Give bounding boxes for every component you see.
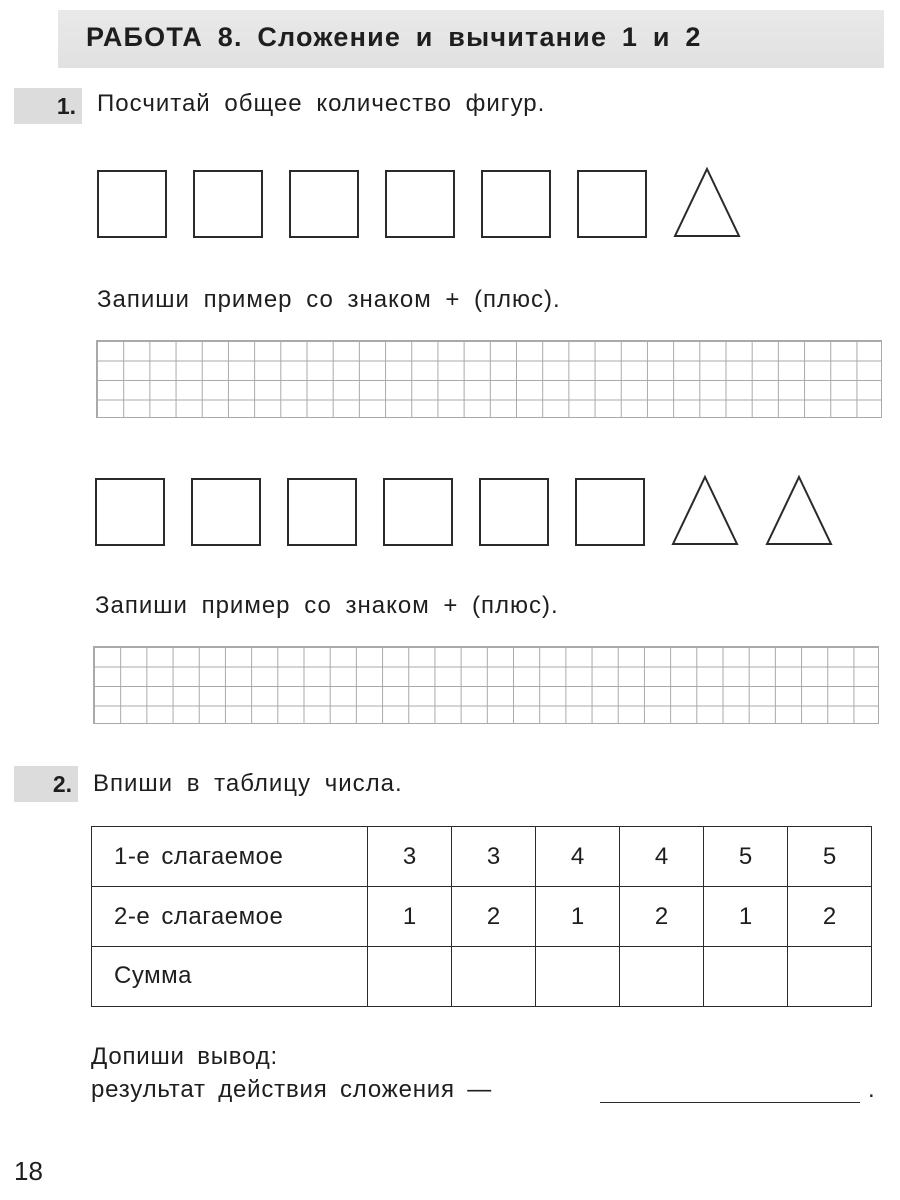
conclusion-heading: Допиши вывод: <box>91 1043 278 1070</box>
table-cell: 2 <box>452 887 536 947</box>
square-figure <box>95 478 165 546</box>
conclusion-text: результат действия сложения — <box>91 1076 493 1103</box>
square-figure <box>193 170 263 238</box>
square-figure <box>577 170 647 238</box>
triangle-figure <box>671 474 739 546</box>
sum-answer-cell[interactable] <box>620 947 704 1007</box>
sum-answer-cell[interactable] <box>536 947 620 1007</box>
sum-answer-cell[interactable] <box>788 947 872 1007</box>
page-title: РАБОТА 8. Сложение и вычитание 1 и 2 <box>86 22 702 52</box>
table-cell: 1 <box>368 887 452 947</box>
task-2-number: 2. <box>14 766 78 802</box>
table-cell: 1 <box>704 887 788 947</box>
sum-answer-cell[interactable] <box>368 947 452 1007</box>
table-cell: 3 <box>368 827 452 887</box>
square-figure <box>575 478 645 546</box>
task-1-prompt-2: Запиши пример со знаком + (плюс). <box>95 592 559 619</box>
answer-grid-2[interactable] <box>93 646 879 724</box>
table-cell: 2 <box>620 887 704 947</box>
square-figure <box>479 478 549 546</box>
square-figure <box>191 478 261 546</box>
task-1-instruction: Посчитай общее количество фигур. <box>97 90 546 117</box>
table-cell: 4 <box>620 827 704 887</box>
answer-grid-1[interactable] <box>96 340 882 418</box>
square-figure <box>289 170 359 238</box>
table-row <box>92 887 872 947</box>
table-cell: 3 <box>452 827 536 887</box>
square-figure <box>481 170 551 238</box>
task-2-instruction: Впиши в таблицу числа. <box>93 770 403 797</box>
table-cell: 1 <box>536 887 620 947</box>
figures-group-1 <box>97 166 741 238</box>
triangle-figure <box>673 166 741 238</box>
table-row <box>92 947 872 1007</box>
conclusion-end: . <box>868 1076 876 1103</box>
triangle-figure <box>765 474 833 546</box>
conclusion-answer-line[interactable] <box>600 1100 860 1103</box>
row-label: Сумма <box>92 947 368 1007</box>
sum-answer-cell[interactable] <box>704 947 788 1007</box>
square-figure <box>383 478 453 546</box>
square-figure <box>97 170 167 238</box>
table-cell: 2 <box>788 887 872 947</box>
row-label: 1-е слагаемое <box>92 827 368 887</box>
task-1-prompt-1: Запиши пример со знаком + (плюс). <box>97 286 561 313</box>
square-figure <box>287 478 357 546</box>
table-cell: 4 <box>536 827 620 887</box>
row-label: 2-е слагаемое <box>92 887 368 947</box>
table-cell: 5 <box>788 827 872 887</box>
table-row <box>92 827 872 887</box>
sum-answer-cell[interactable] <box>452 947 536 1007</box>
square-figure <box>385 170 455 238</box>
page-number: 18 <box>14 1156 43 1186</box>
table-cell: 5 <box>704 827 788 887</box>
figures-group-2 <box>95 474 833 546</box>
task-1-number: 1. <box>14 88 82 124</box>
addition-table <box>91 826 872 1007</box>
